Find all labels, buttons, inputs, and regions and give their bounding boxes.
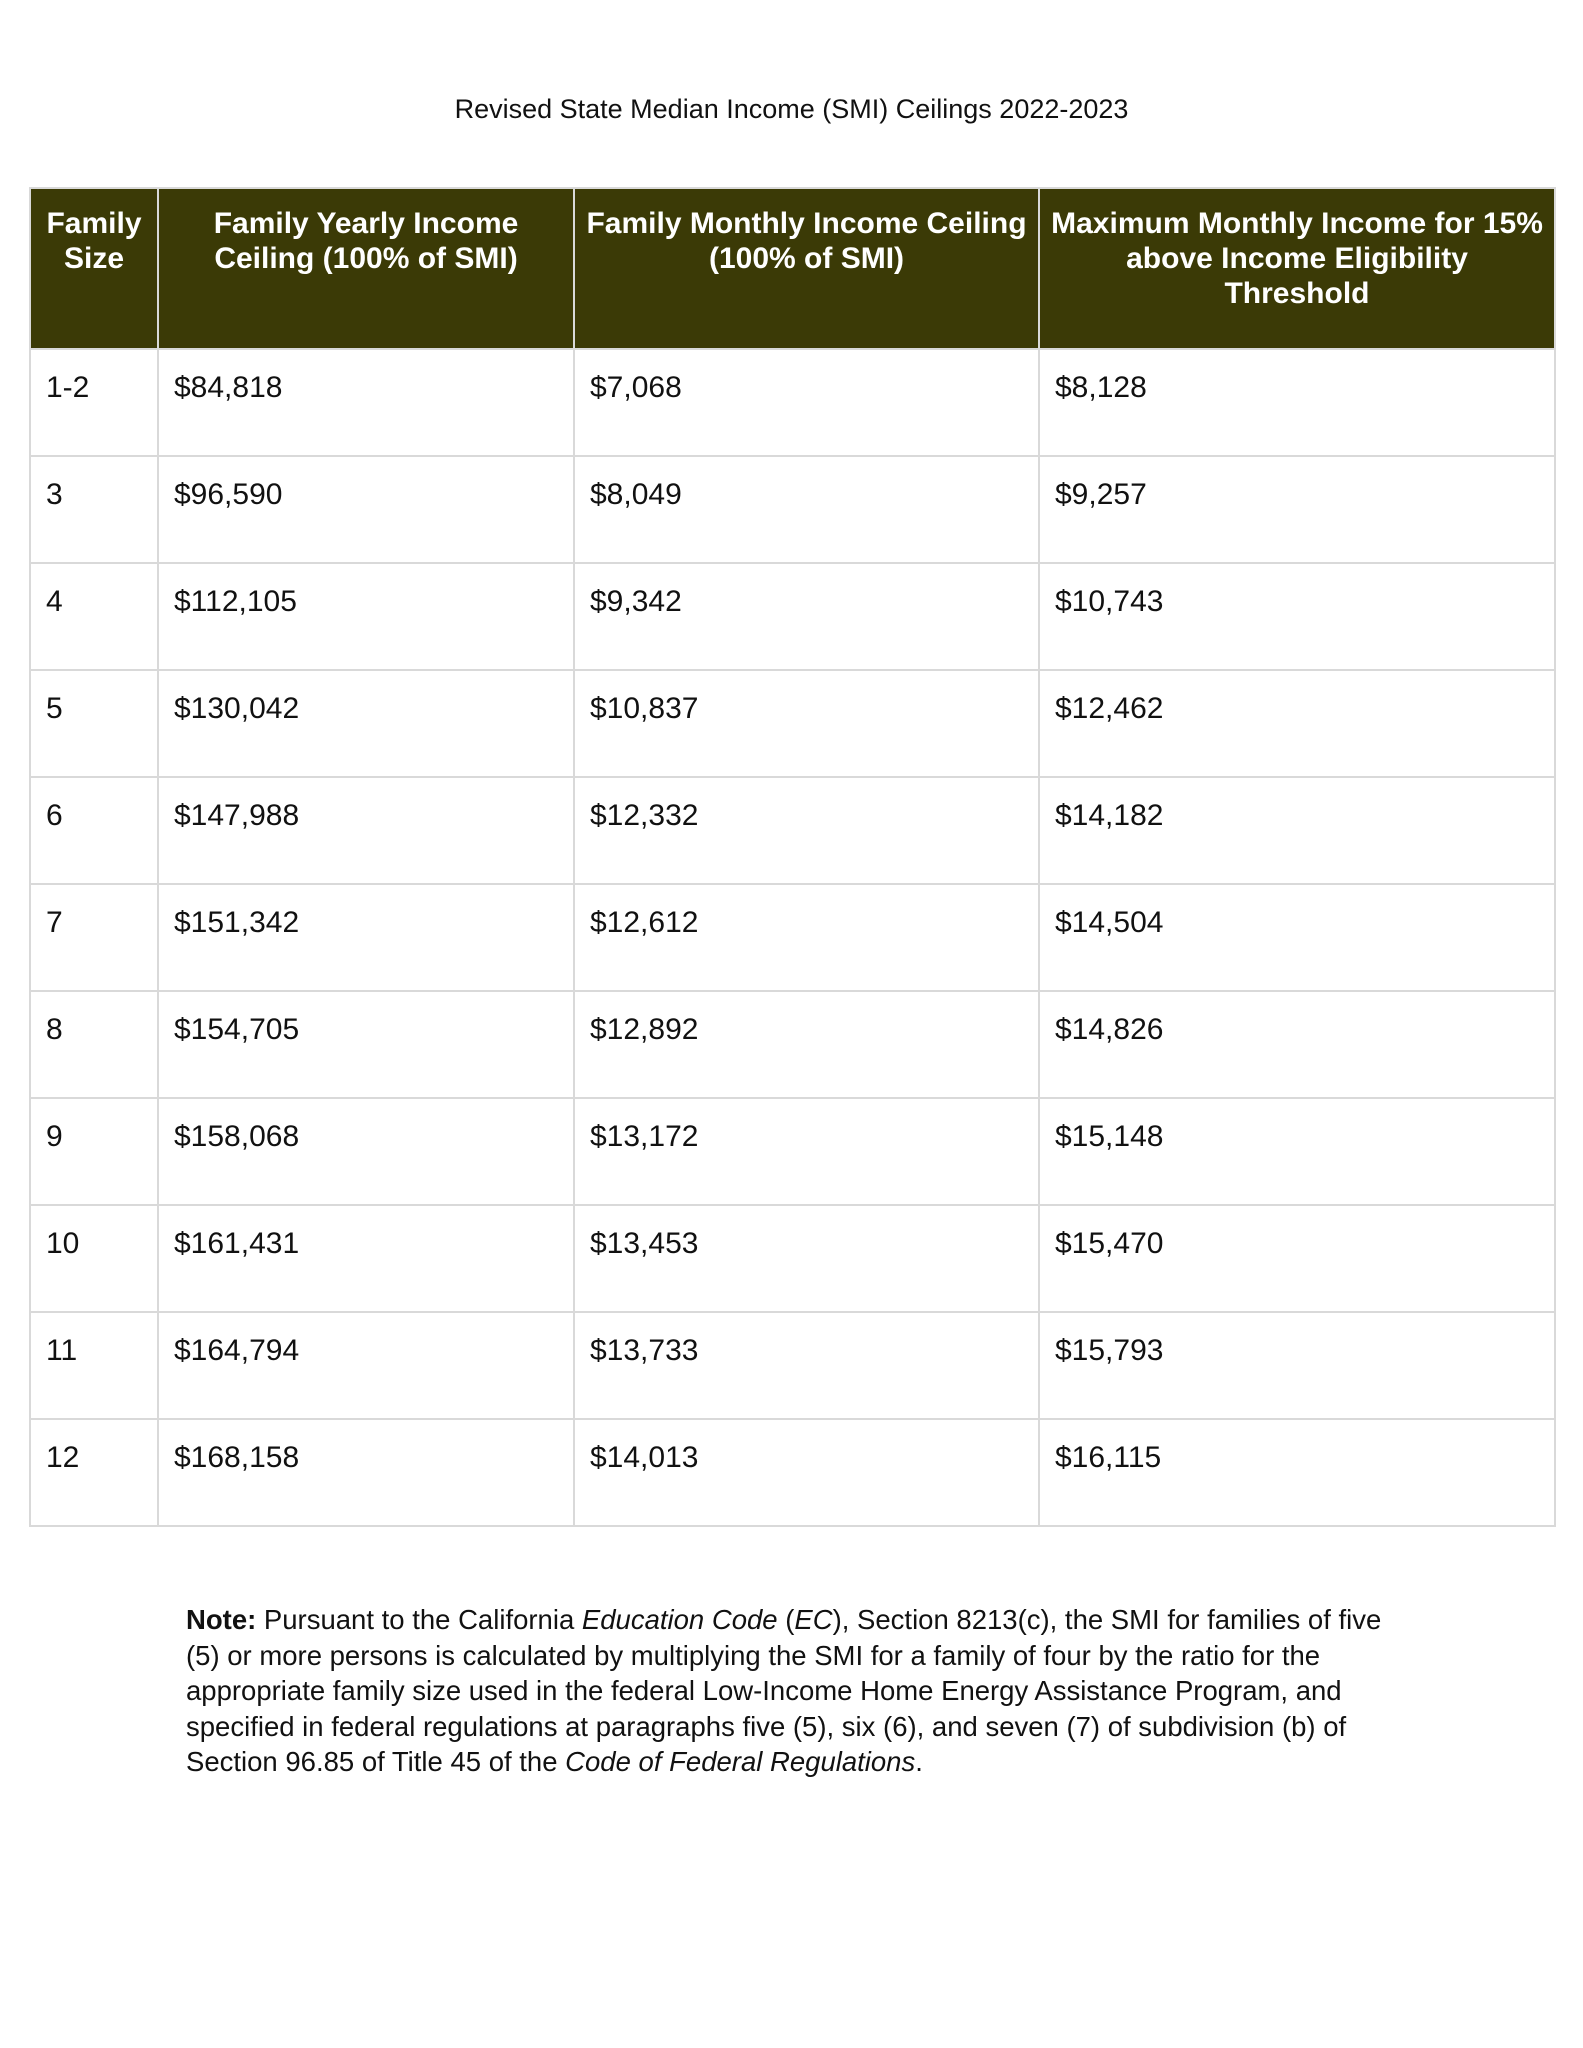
cell-yearly-ceiling: $158,068 bbox=[158, 1098, 574, 1205]
footnote bbox=[186, 1602, 1396, 1780]
table-body bbox=[30, 349, 1555, 1526]
cell-family-size: 9 bbox=[30, 1098, 158, 1205]
table-row bbox=[30, 1312, 1555, 1419]
table-row bbox=[30, 670, 1555, 777]
cell-family-size: 8 bbox=[30, 991, 158, 1098]
cell-max-monthly-15: $12,462 bbox=[1039, 670, 1555, 777]
cell-family-size: 10 bbox=[30, 1205, 158, 1312]
header-family-size: Family Size bbox=[30, 188, 158, 349]
cell-yearly-ceiling: $130,042 bbox=[158, 670, 574, 777]
note-italic-education-code: Education Code bbox=[581, 1604, 778, 1635]
cell-yearly-ceiling: $112,105 bbox=[158, 563, 574, 670]
cell-monthly-ceiling: $13,172 bbox=[574, 1098, 1039, 1205]
cell-family-size: 4 bbox=[30, 563, 158, 670]
note-text: ( bbox=[777, 1604, 795, 1635]
cell-monthly-ceiling: $13,453 bbox=[574, 1205, 1039, 1312]
smi-ceilings-table bbox=[29, 187, 1556, 1527]
cell-monthly-ceiling: $14,013 bbox=[574, 1419, 1039, 1526]
cell-monthly-ceiling: $13,733 bbox=[574, 1312, 1039, 1419]
header-yearly-income-ceiling: Family Yearly Income Ceiling (100% of SMI) bbox=[158, 188, 574, 349]
cell-monthly-ceiling: $12,892 bbox=[574, 991, 1039, 1098]
cell-max-monthly-15: $15,148 bbox=[1039, 1098, 1555, 1205]
cell-family-size: 6 bbox=[30, 777, 158, 884]
cell-yearly-ceiling: $84,818 bbox=[158, 349, 574, 456]
cell-family-size: 11 bbox=[30, 1312, 158, 1419]
cell-max-monthly-15: $15,793 bbox=[1039, 1312, 1555, 1419]
cell-max-monthly-15: $10,743 bbox=[1039, 563, 1555, 670]
cell-max-monthly-15: $14,504 bbox=[1039, 884, 1555, 991]
table-row bbox=[30, 349, 1555, 456]
cell-monthly-ceiling: $9,342 bbox=[574, 563, 1039, 670]
note-text: . bbox=[915, 1746, 923, 1777]
cell-yearly-ceiling: $164,794 bbox=[158, 1312, 574, 1419]
header-monthly-income-ceiling: Family Monthly Income Ceiling (100% of SMI) bbox=[574, 188, 1039, 349]
cell-max-monthly-15: $8,128 bbox=[1039, 349, 1555, 456]
cell-yearly-ceiling: $151,342 bbox=[158, 884, 574, 991]
cell-yearly-ceiling: $161,431 bbox=[158, 1205, 574, 1312]
table-row bbox=[30, 1419, 1555, 1526]
cell-max-monthly-15: $9,257 bbox=[1039, 456, 1555, 563]
page-title: Revised State Median Income (SMI) Ceilings 2022-2023 bbox=[454, 94, 1129, 124]
cell-max-monthly-15: $14,182 bbox=[1039, 777, 1555, 884]
cell-max-monthly-15: $15,470 bbox=[1039, 1205, 1555, 1312]
cell-family-size: 5 bbox=[30, 670, 158, 777]
cell-family-size: 7 bbox=[30, 884, 158, 991]
cell-monthly-ceiling: $7,068 bbox=[574, 349, 1039, 456]
cell-max-monthly-15: $14,826 bbox=[1039, 991, 1555, 1098]
cell-monthly-ceiling: $12,332 bbox=[574, 777, 1039, 884]
cell-monthly-ceiling: $8,049 bbox=[574, 456, 1039, 563]
table-row bbox=[30, 777, 1555, 884]
note-text: Pursuant to the California bbox=[256, 1604, 582, 1635]
table-row bbox=[30, 884, 1555, 991]
header-max-monthly-income-15-above: Maximum Monthly Income for 15% above Income Eligibility Threshold bbox=[1039, 188, 1555, 349]
cell-family-size: 3 bbox=[30, 456, 158, 563]
cell-yearly-ceiling: $147,988 bbox=[158, 777, 574, 884]
table-row bbox=[30, 456, 1555, 563]
table-row bbox=[30, 1205, 1555, 1312]
note-label: Note: bbox=[186, 1604, 257, 1635]
table-row bbox=[30, 991, 1555, 1098]
cell-yearly-ceiling: $154,705 bbox=[158, 991, 574, 1098]
table-row bbox=[30, 563, 1555, 670]
cell-monthly-ceiling: $10,837 bbox=[574, 670, 1039, 777]
cell-max-monthly-15: $16,115 bbox=[1039, 1419, 1555, 1526]
table-header-row bbox=[30, 188, 1555, 349]
cell-yearly-ceiling: $168,158 bbox=[158, 1419, 574, 1526]
note-text: ), Section 8213(c), the SMI for families of five (5) or more persons is calculated by multiplying the SMI for a family of four by the ratio for the appropriate family size used in the federal Low-Income Home Energy Assistance Program, and specified in federal regulations at paragraphs five (5), six (6), and seven (7) of subdivision (b) of Section 96.85 of Title 45 of the bbox=[186, 1604, 1382, 1777]
cell-family-size: 1-2 bbox=[30, 349, 158, 456]
cell-yearly-ceiling: $96,590 bbox=[158, 456, 574, 563]
note-italic-ec: EC bbox=[794, 1604, 833, 1635]
table-row bbox=[30, 1098, 1555, 1205]
cell-monthly-ceiling: $12,612 bbox=[574, 884, 1039, 991]
note-italic-cfr: Code of Federal Regulations bbox=[565, 1746, 916, 1777]
cell-family-size: 12 bbox=[30, 1419, 158, 1526]
